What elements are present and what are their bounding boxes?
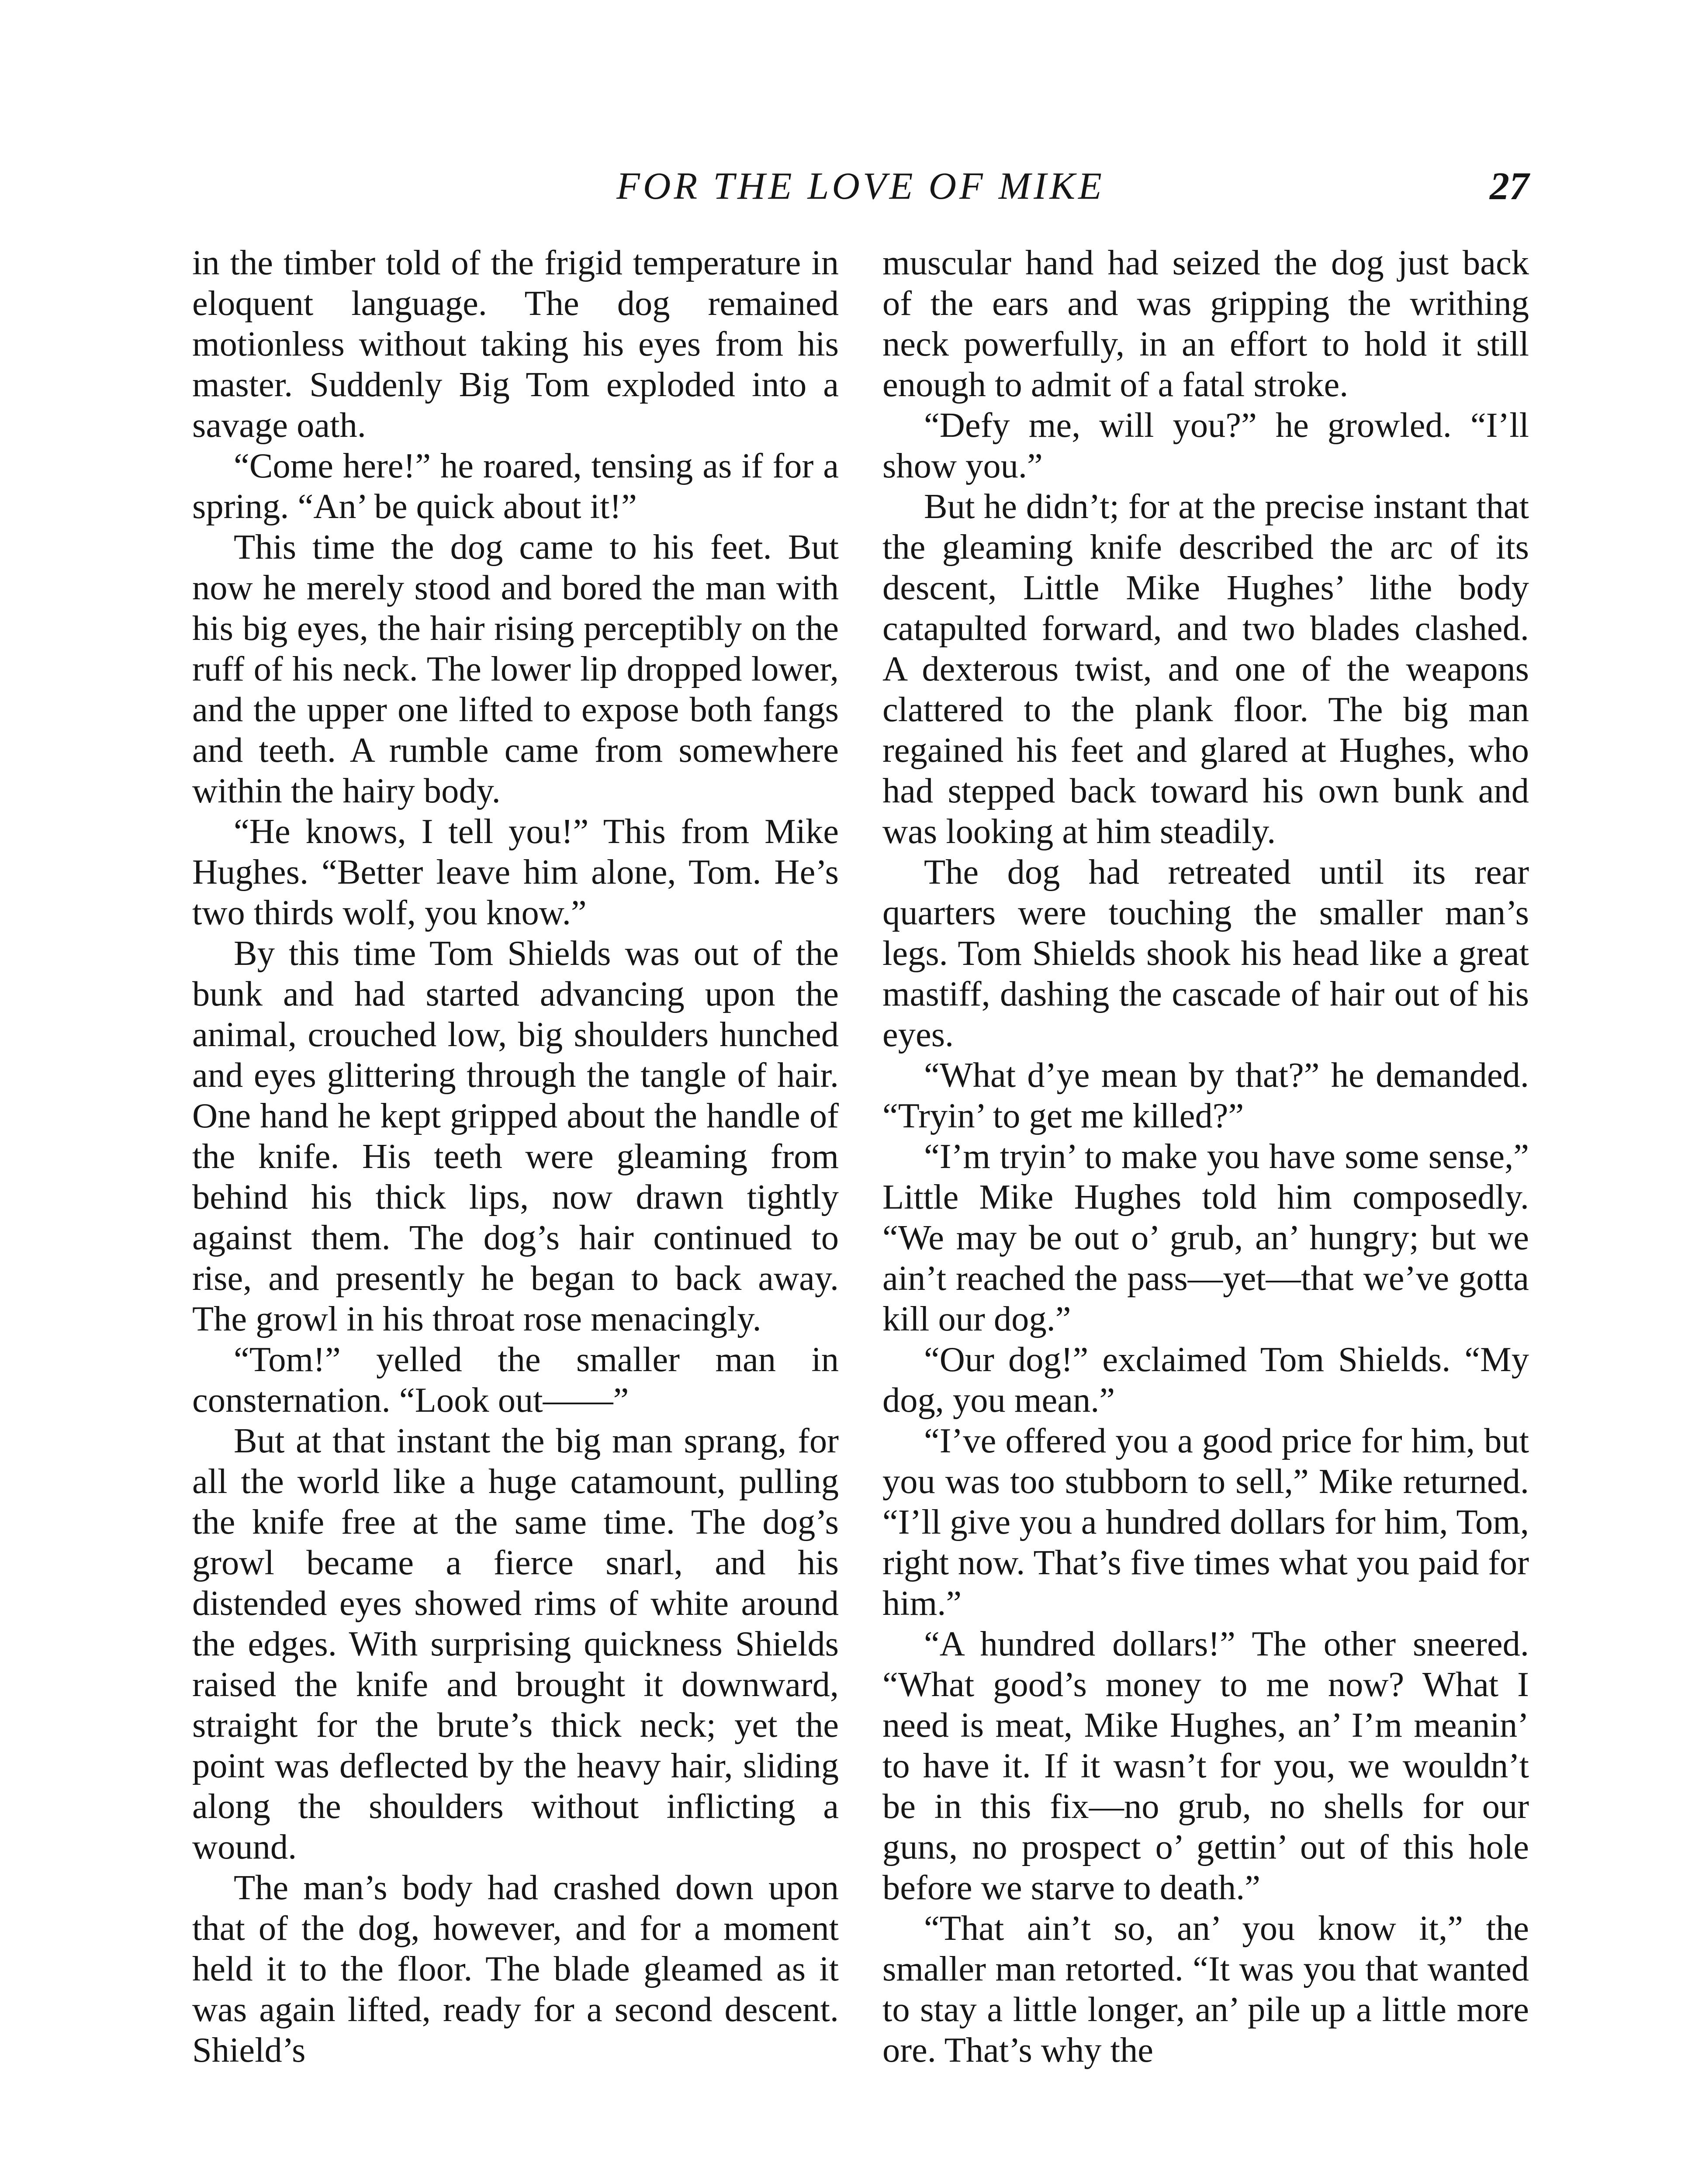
running-title: FOR THE LOVE OF MIKE [616,165,1105,207]
paragraph: The man’s body had crashed down upon that of the dog, however, and for a moment held it to the floor. The blade gleamed as it was again lifted, ready for a second descent. Shield’s [192,1868,839,2070]
paragraph: “Our dog!” exclaimed Tom Shields. “My dog, you mean.” [882,1340,1529,1420]
paragraph: in the timber told of the frigid temperature in eloquent language. The dog remained motionless without taking his eyes from his master. Suddenly Big Tom exploded into a savage oath. [192,243,839,445]
page-number: 27 [1490,165,1529,208]
paragraph: “I’m tryin’ to make you have some sense,” Little Mike Hughes told him composedly. “We may be out o’ grub, an’ hungry; but we ain’t reached the pass—yet—that we’ve gotta kill our dog.” [882,1137,1529,1338]
paragraph: “He knows, I tell you!” This from Mike Hughes. “Better leave him alone, Tom. He’s two thirds wolf, you know.” [192,812,839,932]
left-column [192,242,839,2070]
paragraph: “What d’ye mean by that?” he demanded. “Tryin’ to get me killed?” [882,1056,1529,1135]
paragraph: This time the dog came to his feet. But now he merely stood and bored the man with his big eyes, the hair rising perceptibly on the ruff of his neck. The lower lip dropped lower, and the upper one lifted to expose both fangs and teeth. A rumble came from somewhere within the hairy body. [192,528,839,810]
paragraph: “Defy me, will you?” he growled. “I’ll show you.” [882,406,1529,485]
paragraph: By this time Tom Shields was out of the bunk and had started advancing upon the animal, crouched low, big shoulders hunched and eyes glittering through the tangle of hair. One hand he kept gripped about the handle of the knife. His teeth were gleaming from behind his thick lips, now drawn tightly against them. The dog’s hair continued to rise, and presently he began to back away. The growl in his throat rose menacingly. [192,934,839,1338]
paragraph: But he didn’t; for at the precise instant that the gleaming knife described the arc of its descent, Little Mike Hughes’ lithe body catapulted forward, and two blades clashed. A dexterous twist, and one of the weapons clattered to the plank floor. The big man regained his feet and glared at Hughes, who had stepped back toward his own bunk and was looking at him steadily. [882,487,1529,851]
paragraph: “I’ve offered you a good price for him, but you was too stubborn to sell,” Mike returned. “I’ll give you a hundred dollars for him, Tom, right now. That’s five times what you paid for him.” [882,1421,1529,1623]
paragraph: “Tom!” yelled the smaller man in consternation. “Look out——” [192,1340,839,1420]
paragraph: “A hundred dollars!” The other sneered. “What good’s money to me now? What I need is meat, Mike Hughes, an’ I’m meanin’ to have it. If it wasn’t for you, we wouldn’t be in this fix—no grub, no shells for our guns, no prospect o’ gettin’ out of this hole before we starve to death.” [882,1624,1529,1907]
paragraph: But at that instant the big man sprang, for all the world like a huge catamount, pulling the knife free at the same time. The dog’s growl became a fierce snarl, and his distended eyes showed rims of white around the edges. With surprising quickness Shields raised the knife and brought it downward, straight for the brute’s thick neck; yet the point was deflected by the heavy hair, sliding along the shoulders without inflicting a wound. [192,1421,839,1866]
paragraph: muscular hand had seized the dog just back of the ears and was gripping the writhing neck powerfully, in an effort to hold it still enough to admit of a fatal stroke. [882,243,1529,404]
right-column [882,242,1529,2070]
page-header [192,162,1529,219]
paragraph: The dog had retreated until its rear quarters were touching the smaller man’s legs. Tom Shields shook his head like a great mastiff, dashing the cascade of hair out of his eyes. [882,853,1529,1054]
paragraph: “That ain’t so, an’ you know it,” the smaller man retorted. “It was you that wanted to stay a little longer, an’ pile up a little more ore. That’s why the [882,1909,1529,2070]
paragraph: “Come here!” he roared, tensing as if for a spring. “An’ be quick about it!” [192,446,839,526]
